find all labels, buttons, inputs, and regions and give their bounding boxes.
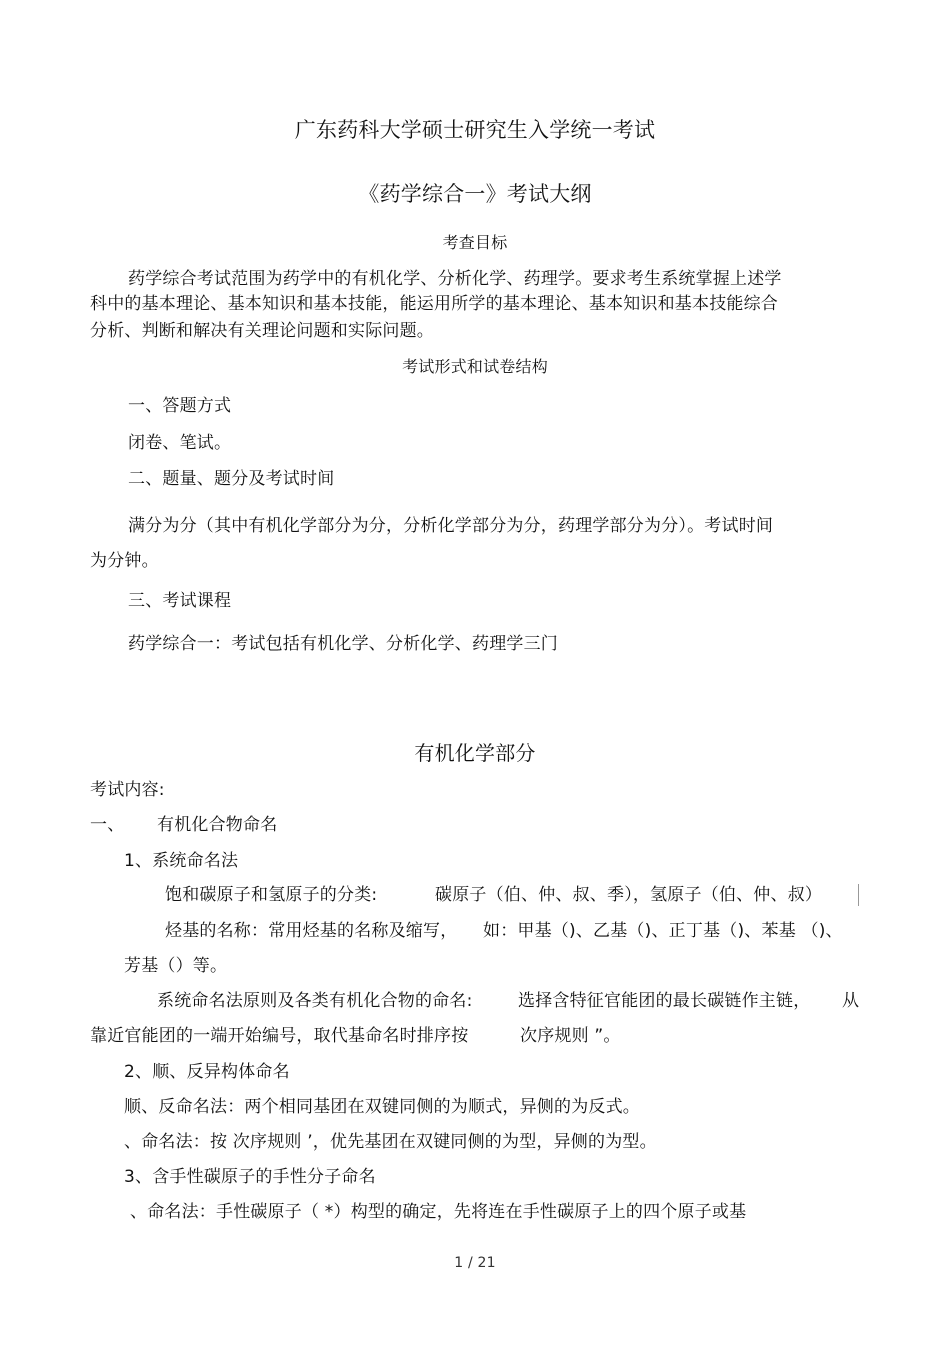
format-item1-title: 一、答题方式 bbox=[128, 396, 232, 416]
format-item1-text: 闭卷、笔试。 bbox=[128, 433, 232, 453]
item-text-end: 从 bbox=[842, 991, 860, 1011]
item-label: 饱和碳原子和氢原子的分类: bbox=[165, 885, 378, 905]
format-item2-text: 满分为分（其中有机化学部分为分，分析化学部分为分，药理学部分为分）。考试时间 bbox=[128, 516, 774, 536]
section-heading-goal: 考查目标 bbox=[442, 233, 508, 252]
format-item2-title: 二、题量、题分及考试时间 bbox=[128, 469, 335, 489]
format-item3-text: 药学综合一：考试包括有机化学、分析化学、药理学三门 bbox=[128, 634, 558, 654]
subsection-title: 2、顺、反异构体命名 bbox=[124, 1062, 290, 1082]
item-text: 、命名法：按 次序规则 ’，优先基团在双键同侧的为型，异侧的为型。 bbox=[124, 1132, 657, 1152]
subsection-title: 1、系统命名法 bbox=[124, 851, 239, 871]
content-label: 考试内容: bbox=[90, 780, 165, 800]
format-item3-title: 三、考试课程 bbox=[128, 591, 232, 611]
item-text: 顺、反命名法：两个相同基团在双键同侧的为顺式，异侧的为反式。 bbox=[124, 1097, 640, 1117]
doc-subtitle: 《药学综合一》考试大纲 bbox=[358, 182, 592, 206]
item-text-cont: 芳基（）等。 bbox=[124, 956, 228, 976]
doc-title: 广东药科大学硕士研究生入学统一考试 bbox=[294, 118, 656, 142]
section-heading-format: 考试形式和试卷结构 bbox=[402, 357, 548, 376]
item-text: 如：甲基（)、乙基（)、正丁基（)、苯基 （)、 bbox=[483, 921, 843, 941]
section-heading-organic: 有机化学部分 bbox=[414, 741, 536, 765]
item-text-cont-quote: 次序规则 ”。 bbox=[520, 1026, 621, 1046]
item-text: 碳原子（伯、仲、叔、季），氢原子（伯、仲、叔） bbox=[435, 885, 823, 905]
item-label: 烃基的名称：常用烃基的名称及缩写， bbox=[165, 921, 458, 941]
item-text: 、命名法：手性碳原子（ *）构型的确定，先将连在手性碳原子上的四个原子或基 bbox=[130, 1202, 747, 1222]
item-text-cont: 靠近官能团的一端开始编号，取代基命名时排序按 bbox=[90, 1026, 469, 1046]
page-number: 1 / 21 bbox=[454, 1255, 496, 1271]
paragraph-line: 分析、判断和解决有关理论问题和实际问题。 bbox=[90, 321, 434, 341]
item-text: 选择含特征官能团的最长碳链作主链， bbox=[518, 991, 811, 1011]
subsection-title: 3、含手性碳原子的手性分子命名 bbox=[124, 1167, 376, 1187]
format-item2-text-cont: 为分钟。 bbox=[90, 551, 159, 571]
paragraph-line: 药学综合考试范围为药学中的有机化学、分析化学、药理学。要求考生系统掌握上述学 bbox=[128, 269, 782, 289]
item-label: 系统命名法原则及各类有机化合物的命名: bbox=[157, 991, 473, 1011]
paragraph-line: 科中的基本理论、基本知识和基本技能，能运用所学的基本理论、基本知识和基本技能综合 bbox=[90, 294, 778, 314]
chapter-title: 有机化合物命名 bbox=[157, 815, 278, 835]
chapter-number: 一、 bbox=[90, 815, 125, 835]
text-cursor-mark bbox=[858, 884, 859, 906]
